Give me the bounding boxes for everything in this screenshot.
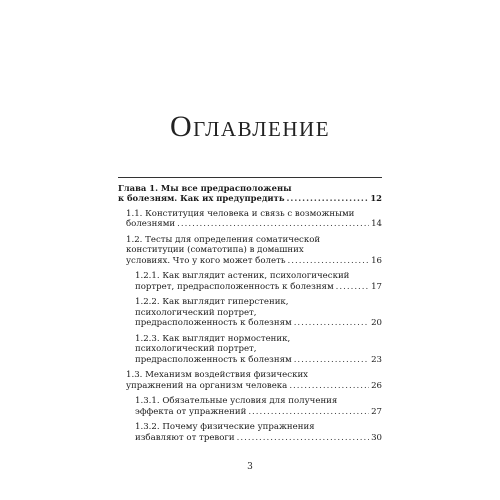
toc-entry-title: предрасположенность к болезням — [135, 354, 292, 365]
page-title: Оглавление — [169, 110, 331, 143]
toc-page-number: 26 — [371, 380, 382, 391]
toc-entry-last-line — [135, 318, 382, 328]
toc-entry-line: психологический портрет, — [135, 344, 257, 355]
dot-leader — [294, 355, 369, 365]
toc-entry[interactable] — [118, 370, 382, 391]
toc-entry[interactable] — [118, 422, 382, 443]
toc-entry[interactable] — [118, 183, 382, 204]
toc-entry-title: эффекта от упражнений — [135, 406, 247, 417]
toc-entry-last-line — [135, 282, 382, 292]
toc-entry-line: психологический портрет, — [135, 307, 257, 318]
toc-entry-line: Глава 1. Мы все предрасположены — [118, 183, 292, 193]
dot-leader — [288, 256, 370, 266]
toc-entry[interactable] — [118, 396, 382, 417]
toc-page-number: 16 — [371, 255, 382, 266]
toc-entry-title: портрет, предрасположенность к болезням — [135, 281, 334, 292]
toc-entry-line: 1.1. Конституция человека и связь с возможными — [126, 209, 355, 219]
toc-entry-last-line — [126, 219, 382, 229]
title-divider — [118, 177, 382, 178]
toc-entry-last-line — [118, 193, 382, 203]
toc-entry-line: 1.3.2. Почему физические упражнения — [135, 422, 315, 433]
toc-page-number: 17 — [371, 281, 382, 292]
toc-entry-title: болезнями — [126, 219, 176, 230]
toc-entry-title: избавляют от тревоги — [135, 432, 235, 443]
toc-entry-line: 1.2.2. Как выглядит гиперстеник, — [135, 297, 289, 308]
toc-page-number: 20 — [371, 318, 382, 329]
toc-page-number: 23 — [371, 354, 382, 365]
toc-entry-line: 1.2.3. Как выглядит нормостеник, — [135, 333, 291, 344]
toc-entry-line: 1.2.1. Как выглядит астеник, психологический — [135, 271, 350, 282]
toc-entry[interactable] — [118, 209, 382, 230]
page-number: 3 — [247, 462, 253, 472]
toc-entry-last-line — [126, 381, 382, 391]
toc-entry-last-line — [135, 407, 382, 417]
toc-entry[interactable] — [118, 334, 382, 365]
dot-leader — [287, 193, 369, 203]
toc-entry-line: 1.3.1. Обязательные условия для получения — [135, 396, 338, 407]
toc-entry-title: условиях. Что у кого может болеть — [126, 255, 286, 266]
toc-entry-title: предрасположенность к болезням — [135, 318, 292, 329]
toc-entry-title: к болезням. Как их предупредить — [118, 193, 285, 204]
toc-entry-line: конституции (соматотипа) в домашних — [126, 245, 304, 256]
toc-entry-last-line — [135, 355, 382, 365]
toc-entry[interactable] — [118, 235, 382, 266]
dot-leader — [237, 433, 369, 443]
toc-entry-title: упражнений на организм человека — [126, 380, 288, 391]
toc-page-number: 12 — [370, 193, 382, 204]
toc-page-number: 14 — [371, 219, 382, 230]
toc-entry-last-line — [135, 433, 382, 443]
toc-entry-last-line — [126, 256, 382, 266]
toc-entry[interactable] — [118, 297, 382, 328]
toc-page-number: 27 — [371, 406, 382, 417]
dot-leader — [294, 318, 369, 328]
toc-entry[interactable] — [118, 271, 382, 292]
dot-leader — [248, 407, 369, 417]
dot-leader — [177, 219, 369, 229]
toc-page-number: 30 — [371, 432, 382, 443]
toc-entry-line: 1.2. Тесты для определения соматической — [126, 235, 321, 245]
dot-leader — [336, 282, 369, 292]
dot-leader — [289, 381, 369, 391]
table-of-contents — [118, 183, 382, 448]
toc-entry-line: 1.3. Механизм воздействия физических — [126, 370, 309, 381]
